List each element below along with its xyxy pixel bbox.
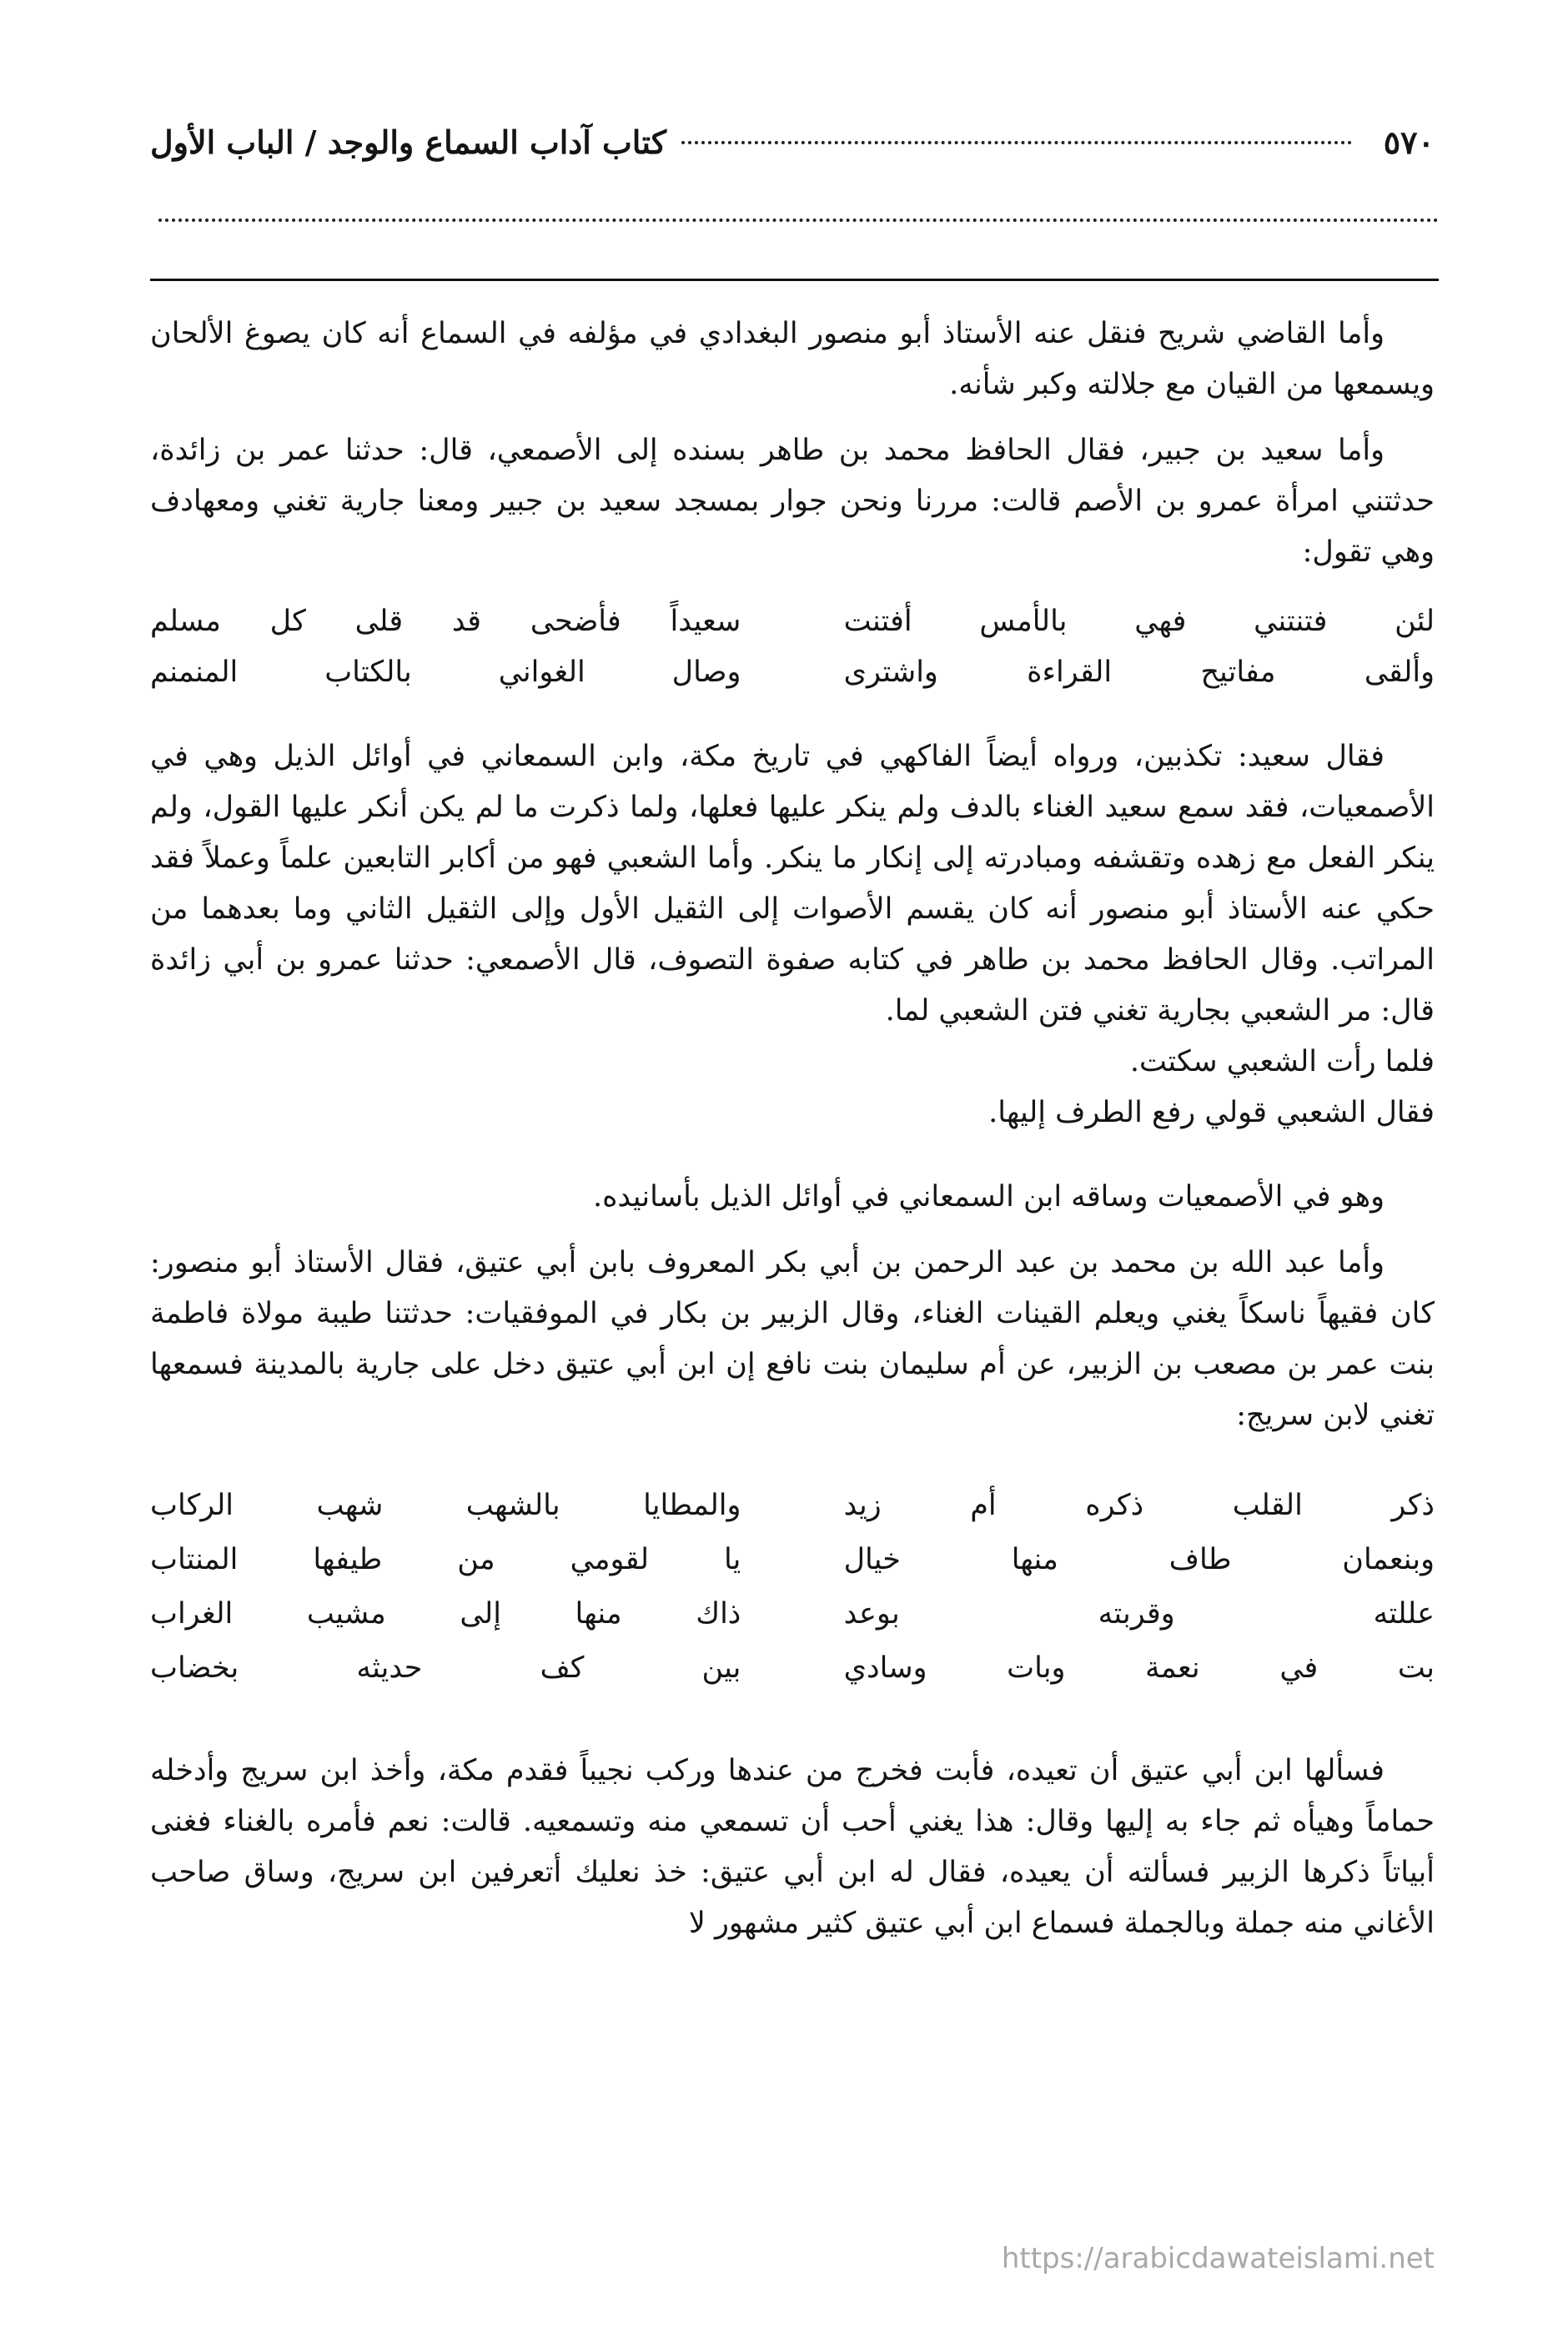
header-dot-leader xyxy=(681,123,1352,144)
paragraph-ibn-surayj: فسألها ابن أبي عتيق أن تعيده، فأبت فخرج من عندها وركب نجيباً فقدم مكة، وأخذ ابن سريج وأدخله حماماً وهيأه ثم جاء به إليها وقال: هذا يغني أحب أن تسمعي منه وتسمعيه. قالت: نعم فأمره بالغناء فغنى أبياتاً ذكرها الزبير فسألته أن يعيده، فقال له ابن أبي عتيق: خذ نعليك أتعرفين ابن سريج، وساق صاحب الأغاني منه جملة وبالجملة فسماع ابن أبي عتيق كثير مشهور لا xyxy=(150,1754,1435,1940)
header-rule xyxy=(150,279,1439,281)
paragraph-shabi: فقال سعيد: تكذبين، ورواه أيضاً الفاكهي في تاريخ مكة، وابن السمعاني في أوائل الذيل وهي في الأصمعيات، فقد سمع سعيد الغناء بالدف ولم ينكر عليها فعلها، ولما ذكرت ما لم يكن أنكر عليها القول، ولم ينكر الفعل مع زهده وتقشفه ومبادرته إلى إنكار ما ينكر. وأما الشعبي فهو من أكابر التابعين علماً وعملاً فقد حكي عنه الأستاذ أبو منصور أنه كان يقسم الأصوات إلى الثقيل الأول وإلى الثقيل الثاني وما بعدهما من المراتب. وقال الحافظ محمد بن طاهر في كتابه صفوة التصوف، قال الأصمعي: حدثنا عمرو بن أبي زائدة قال: مر الشعبي بجارية تغني فتن الشعبي لما. xyxy=(150,740,1435,1028)
running-title: كتاب آداب السماع والوجد / الباب الأول xyxy=(150,123,666,161)
paragraph-asmaiyyat: وهو في الأصمعيات وساقه ابن السمعاني في أوائل الذيل بأسانيده. xyxy=(592,1180,1385,1214)
verse-second-hemistich: يا لقومي من طيفها المنتاب xyxy=(150,1543,741,1576)
poem-block-2 xyxy=(150,1479,1435,1696)
poem-verse xyxy=(150,1587,1435,1641)
verse-first-hemistich: لئن فتنتني فهي بالأمس أفتنت xyxy=(843,605,1435,638)
paragraph-ibn-abi-ateeq: وأما عبد الله بن محمد بن عبد الرحمن بن أبي بكر المعروف بابن أبي عتيق، فقال الأستاذ أبو منصور: كان فقيهاً ناسكاً يغني ويعلم القينات الغناء، وقال الزبير بن بكار في الموفقيات: حدثتنا طيبة مولاة فاطمة بنت عمر بن مصعب بن الزبير، عن أم سليمان بنت نافع إن ابن أبي عتيق دخل على جارية بالمدينة فسمعها تغني لابن سريج: xyxy=(150,1246,1435,1432)
verse-second-hemistich: والمطايا بالشهب شهب الركاب xyxy=(150,1489,741,1522)
verse-second-hemistich: سعيداً فأضحى قد قلى كل مسلم xyxy=(150,605,741,638)
verse-first-hemistich: عللته وقربته بوعد xyxy=(843,1597,1435,1631)
verse-first-hemistich: ذكر القلب ذكره أم زيد xyxy=(843,1489,1435,1522)
poem-verse xyxy=(150,1533,1435,1587)
page-body xyxy=(150,309,1435,1949)
poem-verse xyxy=(150,1641,1435,1696)
verse-second-hemistich: وصال الغواني بالكتاب المنمنم xyxy=(150,656,741,689)
dotted-separator xyxy=(158,219,1439,222)
page-header xyxy=(150,117,1435,167)
verse-first-hemistich: وبنعمان طاف منها خيال xyxy=(843,1543,1435,1576)
source-watermark: https://arabicdawateislami.net xyxy=(1001,2242,1435,2275)
paragraph-shabi-reply: فقال الشعبي قولي رفع الطرف إليها. xyxy=(988,1096,1435,1129)
poem-verse xyxy=(150,647,1435,698)
paragraph-shurayh: وأما القاضي شريح فنقل عنه الأستاذ أبو منصور البغدادي في مؤلفه في السماع أنه كان يصوغ الألحان ويسمعها من القيان مع جلالته وكبر شأنه. xyxy=(150,317,1435,401)
paragraph-shabi-silence: فلما رأت الشعبي سكتت. xyxy=(1129,1045,1435,1078)
paragraph-saeed-ibn-jubayr: وأما سعيد بن جبير، فقال الحافظ محمد بن طاهر بسنده إلى الأصمعي، قال: حدثنا عمر بن زائدة، حدثتني امرأة عمرو بن الأصم قالت: مررنا ونحن جوار بمسجد سعيد بن جبير ومعنا جارية تغني ومعهادف وهي تقول: xyxy=(150,434,1435,569)
poem-verse xyxy=(150,596,1435,647)
poem-block-1 xyxy=(150,596,1435,698)
verse-second-hemistich: بين كف حديثه بخضاب xyxy=(150,1651,741,1685)
verse-first-hemistich: بت في نعمة وبات وسادي xyxy=(843,1651,1435,1685)
page-number: ٥٧٠ xyxy=(1383,123,1435,161)
verse-first-hemistich: وألقى مفاتيح القراءة واشترى xyxy=(843,656,1435,689)
verse-second-hemistich: ذاك منها إلى مشيب الغراب xyxy=(150,1597,741,1631)
poem-verse xyxy=(150,1479,1435,1533)
